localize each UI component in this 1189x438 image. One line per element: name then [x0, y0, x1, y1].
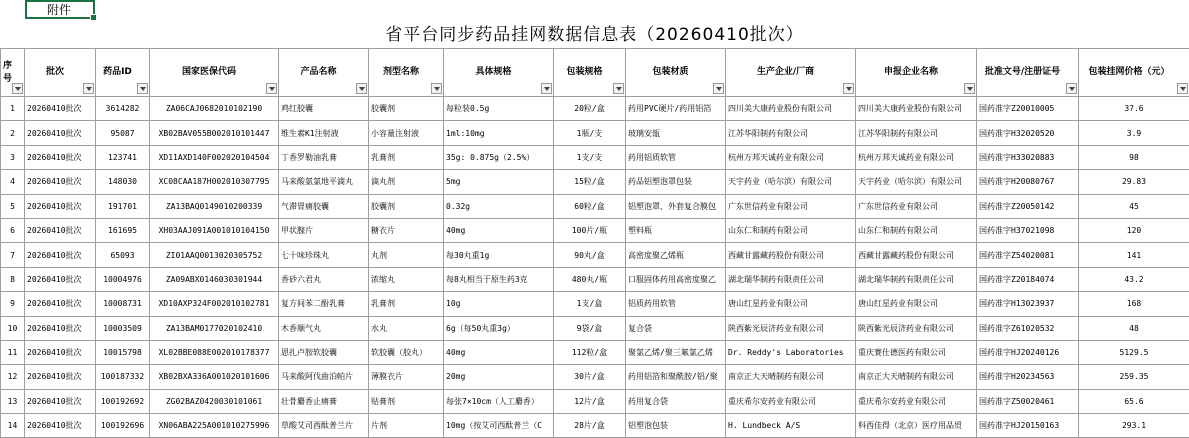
table-cell[interactable]: 10008731 [96, 292, 150, 316]
table-cell[interactable]: 5 [1, 194, 25, 218]
table-cell[interactable]: XH03AAJ091A001010104150 [150, 218, 279, 242]
table-cell[interactable]: 14 [1, 414, 25, 438]
table-cell[interactable]: 20260410批次 [25, 316, 96, 340]
table-cell[interactable]: 南京正大天晴制药有限公司 [856, 365, 977, 389]
table-cell[interactable]: 丸剂 [369, 243, 444, 267]
table-row [1, 365, 1189, 389]
table-cell[interactable]: 广东世信药业有限公司 [856, 194, 977, 218]
filter-dropdown-icon[interactable] [964, 83, 975, 94]
table-cell[interactable]: 重庆希尔安药业有限公司 [726, 389, 856, 413]
table-cell[interactable]: 12片/盒 [554, 389, 626, 413]
table-cell[interactable]: 唐山红星药业有限公司 [726, 292, 856, 316]
table-cell[interactable]: 软胶囊（胶丸） [369, 340, 444, 364]
filter-dropdown-icon[interactable] [541, 83, 552, 94]
table-cell[interactable]: 10015798 [96, 340, 150, 364]
table-cell[interactable]: 259.35 [1079, 365, 1189, 389]
table-cell[interactable]: 293.1 [1079, 414, 1189, 438]
header-row [1, 49, 1189, 97]
table-cell[interactable]: 13 [1, 389, 25, 413]
table-cell[interactable]: XD11AXD140F002020104504 [150, 145, 279, 169]
table-row [1, 267, 1189, 291]
table-cell[interactable]: 100187332 [96, 365, 150, 389]
table-cell[interactable]: 国药准字H33020883 [977, 145, 1079, 169]
table-row [1, 170, 1189, 194]
table-cell[interactable]: 杭州万邦天诚药业有限公司 [856, 145, 977, 169]
table-cell[interactable]: 98 [1079, 145, 1189, 169]
table-cell[interactable]: 20260410批次 [25, 267, 96, 291]
column-header [444, 49, 554, 97]
table-cell[interactable]: 120 [1079, 218, 1189, 242]
table-cell[interactable]: 20粒/盒 [554, 97, 626, 121]
table-cell[interactable]: 高密度聚乙烯瓶 [626, 243, 726, 267]
table-cell[interactable]: 浓缩丸 [369, 267, 444, 291]
table-cell[interactable]: 滴丸剂 [369, 170, 444, 194]
table-cell[interactable]: 鸡红胶囊 [279, 97, 369, 121]
filter-dropdown-icon[interactable] [1066, 83, 1077, 94]
table-cell[interactable]: 6g（每50丸重3g） [444, 316, 554, 340]
table-cell[interactable]: 10g [444, 292, 554, 316]
table-cell[interactable]: 口服固体药用高密度聚乙 [626, 267, 726, 291]
table-cell[interactable]: 广东世信药业有限公司 [726, 194, 856, 218]
table-cell[interactable]: 国药准字HJ20150163 [977, 414, 1079, 438]
filter-dropdown-icon[interactable] [137, 83, 148, 94]
column-header-label: 产品名称 [300, 67, 336, 77]
table-row [1, 97, 1189, 121]
table-cell[interactable]: 20260410批次 [25, 340, 96, 364]
column-header-label: 申报企业名称 [884, 67, 938, 77]
table-cell[interactable]: 35g: 0.875g（2.5%） [444, 145, 554, 169]
table-cell[interactable]: 药用复合袋 [626, 389, 726, 413]
table-cell[interactable]: 复方间苯二酚乳膏 [279, 292, 369, 316]
table-cell[interactable]: 片剂 [369, 414, 444, 438]
table-cell[interactable]: 10mg（按艾司西酞普兰（C [444, 414, 554, 438]
table-cell[interactable]: 11 [1, 340, 25, 364]
table-cell[interactable]: 国药准字Z20010005 [977, 97, 1079, 121]
filter-dropdown-icon[interactable] [431, 83, 442, 94]
column-header-label: 剂型名称 [383, 67, 419, 77]
column-header-label: 包装规格 [566, 67, 602, 77]
table-cell[interactable]: 江苏华阳制药有限公司 [726, 121, 856, 145]
table-cell[interactable]: 药用铝箔和聚酰胺/铝/聚 [626, 365, 726, 389]
table-cell[interactable]: 湖北瑞华制药有限责任公司 [726, 267, 856, 291]
table-cell[interactable]: 国药准字Z20184074 [977, 267, 1079, 291]
table-cell[interactable]: 国药准字Z50020461 [977, 389, 1079, 413]
table-cell[interactable]: 西藏甘露藏药股份有限公司 [856, 243, 977, 267]
selected-cell-attachment[interactable] [25, 0, 95, 19]
table-row [1, 414, 1189, 438]
table-cell[interactable]: 161695 [96, 218, 150, 242]
table-cell[interactable]: 100192696 [96, 414, 150, 438]
table-cell[interactable]: 杭州万邦天诚药业有限公司 [726, 145, 856, 169]
filter-dropdown-icon[interactable] [83, 83, 94, 94]
table-cell[interactable]: 铝质药用软管 [626, 292, 726, 316]
column-header-label: 批次 [46, 67, 64, 77]
table-cell[interactable]: 37.6 [1079, 97, 1189, 121]
table-cell[interactable]: 95087 [96, 121, 150, 145]
table-cell[interactable]: 重庆赛仕德医药有限公司 [856, 340, 977, 364]
table-cell[interactable]: 5mg [444, 170, 554, 194]
table-cell[interactable]: 水丸 [369, 316, 444, 340]
table-cell[interactable]: 100192692 [96, 389, 150, 413]
table-cell[interactable]: 20260410批次 [25, 145, 96, 169]
table-cell[interactable]: ZG02BAZ0420030101061 [150, 389, 279, 413]
table-cell[interactable]: 恩扎卢胺软胶囊 [279, 340, 369, 364]
column-header [626, 49, 726, 97]
table-cell[interactable]: 43.2 [1079, 267, 1189, 291]
column-header [150, 49, 279, 97]
table-cell[interactable]: 壮骨麝香止痛膏 [279, 389, 369, 413]
table-cell[interactable]: ZA06CAJ0682010102190 [150, 97, 279, 121]
table-cell[interactable]: 40mg [444, 218, 554, 242]
table-cell[interactable]: 国药准字HJ20240126 [977, 340, 1079, 364]
table-cell[interactable]: 12 [1, 365, 25, 389]
table-cell[interactable]: 3614282 [96, 97, 150, 121]
table-cell[interactable]: 7 [1, 243, 25, 267]
table-cell[interactable]: 每8丸相当于原生药3克 [444, 267, 554, 291]
table-cell[interactable]: 141 [1079, 243, 1189, 267]
table-cell[interactable]: 国药准字H32020520 [977, 121, 1079, 145]
table-cell[interactable]: 国药准字Z54020081 [977, 243, 1079, 267]
table-cell[interactable]: 复合袋 [626, 316, 726, 340]
table-cell[interactable]: 0.32g [444, 194, 554, 218]
column-header [554, 49, 626, 97]
table-cell[interactable]: 48 [1079, 316, 1189, 340]
table-cell[interactable]: 贴膏剂 [369, 389, 444, 413]
table-cell[interactable]: 100片/瓶 [554, 218, 626, 242]
table-cell[interactable]: 每张7×10cm（人工麝香） [444, 389, 554, 413]
column-header [1, 49, 25, 97]
table-cell[interactable]: XC08CAA187H002010307795 [150, 170, 279, 194]
column-header-label: 国家医保代码 [182, 67, 236, 77]
table-cell[interactable]: ZA09ABX0146030301944 [150, 267, 279, 291]
column-header-label: 包装材质 [652, 67, 688, 77]
table-cell[interactable]: 1支/支 [554, 145, 626, 169]
table-cell[interactable]: 国药准字H20234563 [977, 365, 1079, 389]
table-cell[interactable]: H. Lundbeck A/S [726, 414, 856, 438]
table-cell[interactable]: 每粒装0.5g [444, 97, 554, 121]
table-cell[interactable]: XL02BBE088E002010178377 [150, 340, 279, 364]
table-cell[interactable]: 四川美大康药业股份有限公司 [856, 97, 977, 121]
table-cell[interactable]: 马来酸氨氯地平滴丸 [279, 170, 369, 194]
table-cell[interactable]: 20260410批次 [25, 218, 96, 242]
table-row [1, 243, 1189, 267]
table-cell[interactable]: 45 [1079, 194, 1189, 218]
filter-dropdown-icon[interactable] [1177, 83, 1188, 94]
table-cell[interactable]: 唐山红星药业有限公司 [856, 292, 977, 316]
attachment-label: 附件 [47, 1, 71, 18]
table-cell[interactable]: 90丸/盒 [554, 243, 626, 267]
table-cell[interactable]: Dr. Reddy's Laboratories [726, 340, 856, 364]
table-cell[interactable]: 胶囊剂 [369, 194, 444, 218]
table-cell[interactable]: 小容量注射液 [369, 121, 444, 145]
table-cell[interactable]: 西藏甘露藏药股份有限公司 [726, 243, 856, 267]
table-cell[interactable]: 30片/盒 [554, 365, 626, 389]
table-cell[interactable]: 5129.5 [1079, 340, 1189, 364]
table-cell[interactable]: XB02BXA336A001020101606 [150, 365, 279, 389]
table-cell[interactable]: 铝塑泡罩、外套复合膜包 [626, 194, 726, 218]
table-row [1, 316, 1189, 340]
table-cell[interactable]: 湖北瑞华制药有限责任公司 [856, 267, 977, 291]
table-row [1, 292, 1189, 316]
table-cell[interactable]: 铝塑泡包装 [626, 414, 726, 438]
table-cell[interactable]: XD10AXP324F002010102781 [150, 292, 279, 316]
table-cell[interactable]: 40mg [444, 340, 554, 364]
column-header [726, 49, 856, 97]
table-cell[interactable]: 国药准字H20080767 [977, 170, 1079, 194]
table-cell[interactable]: 191701 [96, 194, 150, 218]
table-cell[interactable]: 科西佳得（北京）医疗用品贸 [856, 414, 977, 438]
table-cell[interactable]: 木香顺气丸 [279, 316, 369, 340]
table-cell[interactable]: 甲状腺片 [279, 218, 369, 242]
table-cell[interactable]: 七十味珍珠丸 [279, 243, 369, 267]
table-cell[interactable]: 药用PVC硬片/药用铝箔 [626, 97, 726, 121]
table-cell[interactable]: 8 [1, 267, 25, 291]
table-cell[interactable]: 乳膏剂 [369, 292, 444, 316]
filter-dropdown-icon[interactable] [613, 83, 624, 94]
table-cell[interactable]: 1ml:10mg [444, 121, 554, 145]
table-cell[interactable]: 2 [1, 121, 25, 145]
table-cell[interactable]: 112粒/盒 [554, 340, 626, 364]
filter-dropdown-icon[interactable] [843, 83, 854, 94]
table-cell[interactable]: 维生素K1注射液 [279, 121, 369, 145]
column-header [977, 49, 1079, 97]
column-header [1079, 49, 1189, 97]
column-header-label: 批准文号/注册证号 [985, 67, 1060, 77]
table-cell[interactable]: 10004976 [96, 267, 150, 291]
table-row [1, 145, 1189, 169]
column-header [369, 49, 444, 97]
table-cell[interactable]: 国药准字Z61020532 [977, 316, 1079, 340]
table-cell[interactable]: 10003509 [96, 316, 150, 340]
table-row [1, 340, 1189, 364]
table-cell[interactable]: 9袋/盒 [554, 316, 626, 340]
table-cell[interactable]: 药品铝塑泡罩包装 [626, 170, 726, 194]
table-cell[interactable]: 1支/盒 [554, 292, 626, 316]
table-cell[interactable]: 20260410批次 [25, 243, 96, 267]
column-header [856, 49, 977, 97]
table-cell[interactable]: 1瓶/支 [554, 121, 626, 145]
table-row [1, 121, 1189, 145]
table-cell[interactable]: 国药准字Z20050142 [977, 194, 1079, 218]
table-cell[interactable]: 山东仁和制药有限公司 [856, 218, 977, 242]
filter-dropdown-icon[interactable] [12, 83, 23, 94]
table-cell[interactable]: 3 [1, 145, 25, 169]
table-cell[interactable]: 乳膏剂 [369, 145, 444, 169]
column-header [96, 49, 150, 97]
table-cell[interactable]: 重庆希尔安药业有限公司 [856, 389, 977, 413]
table-cell[interactable]: 4 [1, 170, 25, 194]
table-cell[interactable]: 6 [1, 218, 25, 242]
table-cell[interactable]: 聚氯乙烯/聚三氟氯乙烯 [626, 340, 726, 364]
table-cell[interactable]: 20260410批次 [25, 194, 96, 218]
table-cell[interactable]: 65093 [96, 243, 150, 267]
column-header [279, 49, 369, 97]
table-cell[interactable]: 四川美大康药业股份有限公司 [726, 97, 856, 121]
table-cell[interactable]: 20260410批次 [25, 97, 96, 121]
table-cell[interactable]: 马来酸阿伐曲泊帕片 [279, 365, 369, 389]
table-cell[interactable]: ZA13BAQ0149010200339 [150, 194, 279, 218]
table-cell[interactable]: 148030 [96, 170, 150, 194]
table-cell[interactable]: 药用铝质软管 [626, 145, 726, 169]
table-cell[interactable]: 每30丸重1g [444, 243, 554, 267]
table-cell[interactable]: 29.83 [1079, 170, 1189, 194]
column-header [25, 49, 96, 97]
table-cell[interactable]: 胶囊剂 [369, 97, 444, 121]
column-header-label: 生产企业/厂商 [757, 67, 814, 77]
table-cell[interactable]: 20260410批次 [25, 170, 96, 194]
table-cell[interactable]: 南京正大天晴制药有限公司 [726, 365, 856, 389]
table-cell[interactable]: ZA13BAM0177020102410 [150, 316, 279, 340]
table-cell[interactable]: 65.6 [1079, 389, 1189, 413]
table-cell[interactable]: 山东仁和制药有限公司 [726, 218, 856, 242]
table-cell[interactable]: 草酸艾司西酞普兰片 [279, 414, 369, 438]
table-cell[interactable]: 天宇药业（哈尔滨）有限公司 [726, 170, 856, 194]
table-cell[interactable]: 9 [1, 292, 25, 316]
table-cell[interactable]: 20260410批次 [25, 121, 96, 145]
table-cell[interactable]: 陕西紫光辰济药业有限公司 [726, 316, 856, 340]
table-cell[interactable]: 薄膜衣片 [369, 365, 444, 389]
table-row [1, 389, 1189, 413]
table-cell[interactable]: 丁香罗勒油乳膏 [279, 145, 369, 169]
filter-dropdown-icon[interactable] [266, 83, 277, 94]
table-cell[interactable]: 20260410批次 [25, 292, 96, 316]
table-cell[interactable]: 糖衣片 [369, 218, 444, 242]
column-header-label: 药品ID [103, 67, 132, 77]
table-cell[interactable]: 天宇药业（哈尔滨）有限公司 [856, 170, 977, 194]
table-cell[interactable]: XB02BAV055B002010101447 [150, 121, 279, 145]
column-header-label: 包装挂网价格（元） [1088, 67, 1169, 77]
table-cell[interactable]: 480丸/瓶 [554, 267, 626, 291]
table-cell[interactable]: 168 [1079, 292, 1189, 316]
table-cell[interactable]: 123741 [96, 145, 150, 169]
column-header-label: 序号 [3, 61, 12, 84]
table-cell[interactable]: 60粒/盒 [554, 194, 626, 218]
column-header-label: 具体规格 [475, 67, 511, 77]
drug-listing-table [0, 48, 1189, 438]
table-cell[interactable]: 江苏华阳制药有限公司 [856, 121, 977, 145]
table-cell[interactable]: 国药准字H13023937 [977, 292, 1079, 316]
table-cell[interactable]: 10 [1, 316, 25, 340]
filter-dropdown-icon[interactable] [713, 83, 724, 94]
table-cell[interactable]: 28片/盒 [554, 414, 626, 438]
fill-handle[interactable] [90, 14, 97, 21]
table-cell[interactable]: XN06ABA225A001010275996 [150, 414, 279, 438]
table-cell[interactable]: 香砂六君丸 [279, 267, 369, 291]
table-cell[interactable]: 3.9 [1079, 121, 1189, 145]
table-cell[interactable]: 20mg [444, 365, 554, 389]
table-cell[interactable]: 陕西紫光辰济药业有限公司 [856, 316, 977, 340]
table-cell[interactable]: 气滞胃痛胶囊 [279, 194, 369, 218]
table-cell[interactable]: 玻璃安瓿 [626, 121, 726, 145]
table-cell[interactable]: 塑料瓶 [626, 218, 726, 242]
table-cell[interactable]: ZI01AAQ0013020305752 [150, 243, 279, 267]
table-cell[interactable]: 1 [1, 97, 25, 121]
table-row [1, 218, 1189, 242]
table-cell[interactable]: 20260410批次 [25, 389, 96, 413]
table-cell[interactable]: 15粒/盒 [554, 170, 626, 194]
filter-dropdown-icon[interactable] [356, 83, 367, 94]
table-cell[interactable]: 20260410批次 [25, 414, 96, 438]
sheet-title: 省平台同步药品挂网数据信息表（20260410批次） [0, 22, 1189, 48]
table-cell[interactable]: 20260410批次 [25, 365, 96, 389]
table-cell[interactable]: 国药准字H37021098 [977, 218, 1079, 242]
table-body [1, 97, 1189, 438]
table-row [1, 194, 1189, 218]
